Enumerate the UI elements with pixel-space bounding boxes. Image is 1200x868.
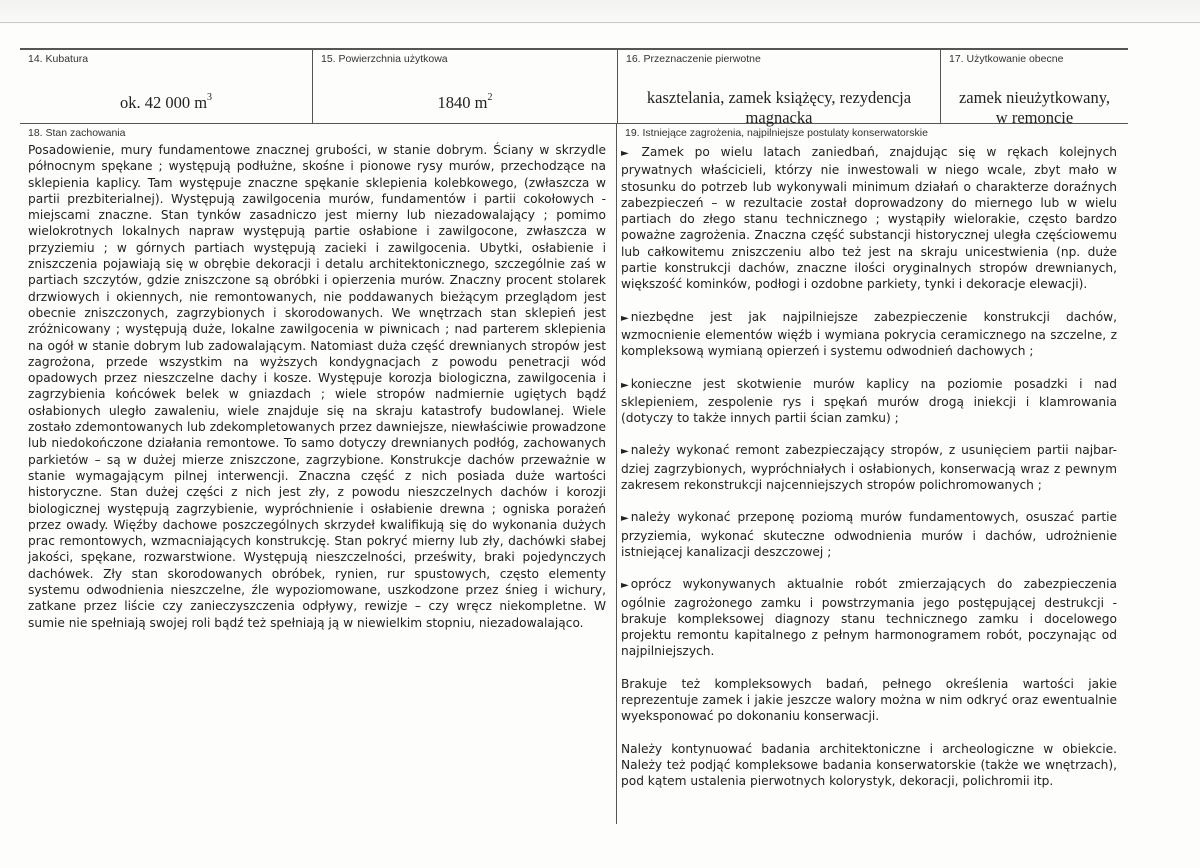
cell-label: 17. Użytkowanie obecne — [949, 53, 1064, 65]
scan-line — [0, 22, 1200, 23]
unit-exponent: 3 — [207, 92, 213, 103]
cell-uzytkowanie — [940, 50, 1128, 127]
bullet-arrow-icon: ► — [621, 148, 629, 159]
paragraph — [617, 376, 1129, 427]
value-line: zamek nieużytkowany, — [958, 88, 1111, 107]
bullet-arrow-icon: ► — [621, 379, 629, 391]
cell-przeznaczenie — [617, 50, 940, 127]
paragraph — [617, 144, 1129, 293]
paragraph-text: konieczne jest skotwienie murów kaplicy na poziomie posadzki i nad sklepieniem, zespolenie rys i spękań murów drogą iniekcji i klamrowania (dotyczy to także innych partii ścian zamku) ; — [621, 376, 1117, 426]
cell-value — [313, 88, 617, 113]
paragraph — [617, 442, 1129, 493]
section-stan-zachowania — [20, 124, 612, 824]
value-line: magnacka — [745, 108, 813, 127]
bullet-arrow-icon: ► — [621, 513, 629, 525]
value-text: ok. 42 000 m — [119, 93, 208, 112]
unit-exponent: 2 — [487, 92, 493, 103]
paragraph-text: Zamek po wielu latach zaniedbań, znajdując się w rękach kolejnych prywatnych właścicieli, którzy nie inwestowali w niego wcale, zbyt mało w stosunku do potrzeb lub wykonywali minimum działań o charakterze doraźnych zabezpieczeń – w rezultacie został doprowadzony do miernego lub w wielu partiach do złego stanu technicznego ; wystąpiły wielorakie, często bardzo poważne zagrożenia. Znaczna część substancji historycznej uległa częściowemu lub całkowitemu zniszczeniu albo też jest na skraju unicestwienia (np. duże partie konstrukcji dachów, znaczne ilości oryginalnych stropów drewnianych, większość kominków, podłogi i ozdobne parkiety, tynki i dekoracje elewacji). — [621, 145, 1117, 292]
scan-edge — [0, 0, 1200, 24]
bullet-arrow-icon: ► — [621, 580, 629, 592]
paragraph — [617, 509, 1129, 560]
section-label: 19. Istniejące zagrożenia, najpilniejsze postulaty konserwatorskie — [625, 127, 928, 139]
section-label: 18. Stan zachowania — [28, 127, 126, 139]
cell-value — [618, 88, 940, 128]
paragraph: Należy kontynuować badania architektoniczne i archeologiczne w obiekcie. Należy też podjąć kompleksowe badania konserwatorskie (także we wnętrzach), pod kątem ustalenia pierwotnych kolorystyk, dekoracji, polichromii itp. — [621, 741, 1117, 789]
paragraph-text: oprócz wykonywanych aktualnie robót zmierzających do zabezpieczenia ogólnie zagrożonego zamku i powstrzymania jego postępującej destrukcji - brakuje kompleksowej diagnozy stanu technicznego zamku i docelowego projektu remontu kapitalnego z pełnym harmonogramem robót, poczynając od najpilniejszych. — [621, 577, 1117, 659]
content-row — [20, 124, 1128, 824]
paragraph-text: należy wykonać remont zabezpieczający stropów, z usunięciem partii najbar- dziej zagrzybionych, wypróchniałych i osłabionych, konserwacją wraz z pewnym zakresem rekonstrukcji najcenniejszych stropów polichromowanych ; — [621, 443, 1117, 493]
cell-label: 15. Powierzchnia użytkowa — [321, 53, 448, 65]
paragraph — [617, 576, 1129, 659]
header-row — [20, 48, 1128, 127]
paragraph: Brakuje też kompleksowych badań, pełnego określenia wartości jakie reprezentuje zamek i jakie jeszcze walory można w nim odkryć oraz ewentualnie wyeksponować po dokonaniu konserwacji. — [621, 676, 1117, 724]
cell-label: 16. Przeznaczenie pierwotne — [626, 53, 761, 65]
paragraph-text: niezbędne jest jak najpilniejsze zabezpieczenie konstrukcji dachów, wzmocnienie elementów więźb i wymiana pokrycia ceramicznego na szczelne, z kompleksową wymianą opierzeń i systemu odwodnień dachowych ; — [621, 309, 1117, 359]
value-line: kasztelania, zamek książęcy, rezydencja — [646, 88, 912, 107]
value-line: w remoncie — [995, 108, 1074, 127]
cell-powierzchnia — [312, 50, 617, 123]
bullet-arrow-icon: ► — [621, 312, 629, 324]
bullet-arrow-icon: ► — [621, 446, 629, 458]
cell-label: 14. Kubatura — [28, 53, 89, 65]
cell-value — [20, 88, 312, 113]
cell-kubatura — [20, 50, 312, 123]
value-text: 1840 m — [437, 93, 488, 112]
section-zagrozenia — [616, 124, 1129, 824]
cell-value — [941, 88, 1128, 128]
paragraph-text: należy wykonać przeponę poziomą murów fundamentowych, osuszać partie przyziemia, wykonać skuteczne odwodnienia murów i dachów, udrożnienie istniejącej kanalizacji deszczowej ; — [621, 510, 1117, 559]
paragraph — [617, 309, 1129, 360]
section-text: Posadowienie, mury fundamentowe znacznej grubości, w stanie dobrym. Ściany w skrzydle północnym spękane ; występują podłużne, skośne i pionowe rysy murów, przechodzące na sklepienia kaplicy. Tam występuje znaczne spękanie sklepienia kolebkowego, (zwłaszcza w partii prezbiterialnej). Występują zawilgocenia murów, fundamentów i partii cokołowych - miejscami znaczne. Stan tynków zasadniczo jest mierny lub niezadowalający ; pomimo wielokrotnych lokalnych napraw występują partie osłabione i zawilgocone, zwłaszcza w przyziemiu ; w górnych partiach występują zacieki i zawilgocenia. Ubytki, osłabienie i zniszczenia pojawiają się w obrębie dekoracji i detalu architektonicznego, szczególnie zaś w partiach szczytów, gdzie zniszczone są obróbki i opierzenia murów. Znaczny procent stolarek drzwiowych i okiennych, nie remontowanych, nie poddawanych bieżącym przeglądom jest obecnie zniszczonych, zagrzybionych i skorodowanych. We wnętrzach stan sklepień jest zróżnicowany ; występują duże, lokalne zawilgocenia w piwnicach ; nad parterem sklepienia na ogół w stanie dobrym lub zadowalającym. Natomiast duża część drewnianych stropów jest zagrożona, przede wszystkim na wyższych kondygnacjach z powodu penetracji wód opadowych przez nieszczelne dachy i kosze. Występuje korozja biologiczna, zawilgocenia i zagrzybienia końcówek belek w gniazdach ; wiele stropów nadmiernie ugiętych bądź osłabionych uległo zawaleniu, wiele znajduje się na skraju katastrofy budowlanej. Wiele zostało zdemontowanych lub zdekompletowanych przez dawniejsze, niewłaściwie prowadzone lub niedokończone działania remontowe. To samo dotyczy drewnianych podłóg, zachowanych parkietów – są w dużej mierze zniszczone, zagrzybione. Konstrukcje dachów przeważnie w stanie wymagającym pilnej interwencji. Znaczna część z nich posiada duże wartości historyczne. Stan dużej części z nich jest zły, z powodu nieszczelnych dachów i korozji biologicznej występują zagrzybienie, wypróchnienie i osłabienie drewna ; ogniska porażeń przez owady. Więźby dachowe poszczególnych skrzydeł kwalifikują się do wykonania dużych prac remontowych, wzmacniających konstrukcję. Stan pokryć mierny lub zły, dachówki słabej jakości, spękane, rozwarstwione. Występują nieszczelności, prześwity, braki pojedynczych dachówek. Zły stan skorodowanych obróbek, rynien, rur spustowych, często elementy systemu odwodnienia nieszczelne, źle wypoziomowane, uszkodzone przez śnieg i wichury, zatkane przez liście czy zanieczyszczenia odpływy, rewizje – czy wręcz niekompletne. W sumie nie spełniają swojej roli bądź też spełniają ją w niewielkim stopniu, niezadowalająco. — [28, 143, 606, 630]
